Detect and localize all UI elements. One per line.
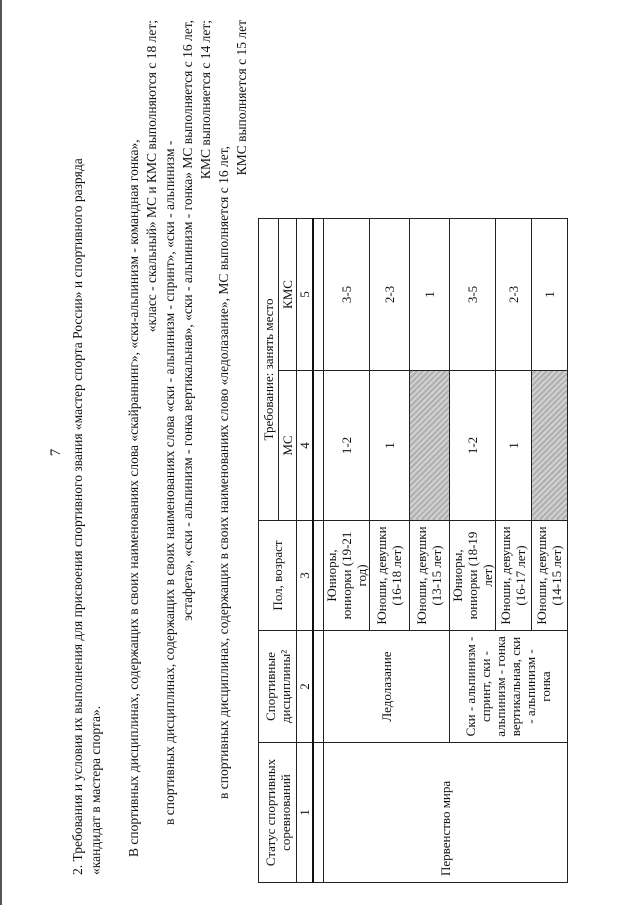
paragraph-2-line-2: эстафета», «ски - альпинизм - гонка вертикальная», «ски - альпинизм - гонка» МС выполняется с 16 лет, (180, 20, 195, 621)
header-gender-age: Пол, возраст (259, 521, 297, 631)
section-heading-line-2: «кандидат в мастера спорта». (88, 705, 103, 875)
spacer-cell (313, 521, 323, 631)
col-number-5: 5 (297, 219, 314, 371)
header-disciplines: Спортивные дисциплины² (259, 631, 297, 743)
page-number: 7 (48, 448, 64, 457)
paragraph-1-line-2: «класс - скальный» МС и КМС выполняются с 18 лет; (144, 20, 159, 333)
col-number-4: 4 (297, 371, 314, 521)
gender-age-cell: Юниоры, юниорки (18-19 лет) (449, 521, 495, 631)
ms-place-cell: 1-2 (449, 371, 495, 521)
spacer-cell (313, 743, 323, 883)
rotated-landscape-content (2, 0, 640, 905)
paragraph-2-line-1: в спортивных дисциплинах, содержащих в своих наименованиях слова «ски - альпинизм - спринт», «ски - альпинизм - (162, 140, 177, 825)
col-number-3: 3 (297, 521, 314, 631)
ms-place-cell: 1 (495, 371, 531, 521)
kms-place-cell: 2-3 (369, 219, 409, 371)
requirements-table (258, 218, 568, 883)
ms-place-cell-shaded (409, 371, 449, 521)
col-number-1: 1 (297, 743, 314, 883)
kms-place-cell: 3-5 (323, 219, 369, 371)
ms-place-cell: 1 (369, 371, 409, 521)
ms-place-cell-shaded (531, 371, 567, 521)
gender-age-cell: Юноши, девушки (16-18 лет) (369, 521, 409, 631)
kms-place-cell: 3-5 (449, 219, 495, 371)
discipline-cell: Ски - альпинизм - спринт, ски - альпинизм - гонка вертикальная, ски - альпинизм - гонка (449, 631, 567, 743)
kms-place-cell: 2-3 (495, 219, 531, 371)
paragraph-3-line-2: КМС выполняется с 15 лет (234, 20, 249, 176)
header-status: Статус спортивных соревнований (259, 743, 297, 883)
header-ms: МС (279, 371, 297, 521)
section-heading-line-1: 2. Требования и условия их выполнения для присвоения спортивного звания «мастер спорта России» и спортивного разряда (70, 158, 85, 875)
spacer-cell (313, 371, 323, 521)
competition-status: Первенство мира (323, 743, 567, 883)
kms-place-cell: 1 (409, 219, 449, 371)
spacer-cell (313, 631, 323, 743)
header-kms: КМС (279, 219, 297, 371)
kms-place-cell: 1 (531, 219, 567, 371)
gender-age-cell: Юноши, девушки (16-17 лет) (495, 521, 531, 631)
gender-age-cell: Юноши, девушки (13-15 лет) (409, 521, 449, 631)
paragraph-2-line-3: КМС выполняется с 14 лет; (198, 20, 213, 180)
discipline-cell: Ледолазание (323, 631, 449, 743)
gender-age-cell: Юниоры, юниорки (19-21 год) (323, 521, 369, 631)
spacer-cell (313, 219, 323, 371)
col-number-2: 2 (297, 631, 314, 743)
header-requirement: Требование: занять место (259, 219, 279, 521)
paragraph-1-line-1: В спортивных дисциплинах, содержащих в своих наименованиях слова «скайраннинг», «ски-альпинизм - командная гонка», (126, 139, 141, 857)
ms-place-cell: 1-2 (323, 371, 369, 521)
gender-age-cell: Юноши, девушки (14-15 лет) (531, 521, 567, 631)
paragraph-3-line-1: в спортивных дисциплинах, содержащих в своих наименованиях слово «ледолазание», МС выполняется с 16 лет, (216, 146, 231, 799)
